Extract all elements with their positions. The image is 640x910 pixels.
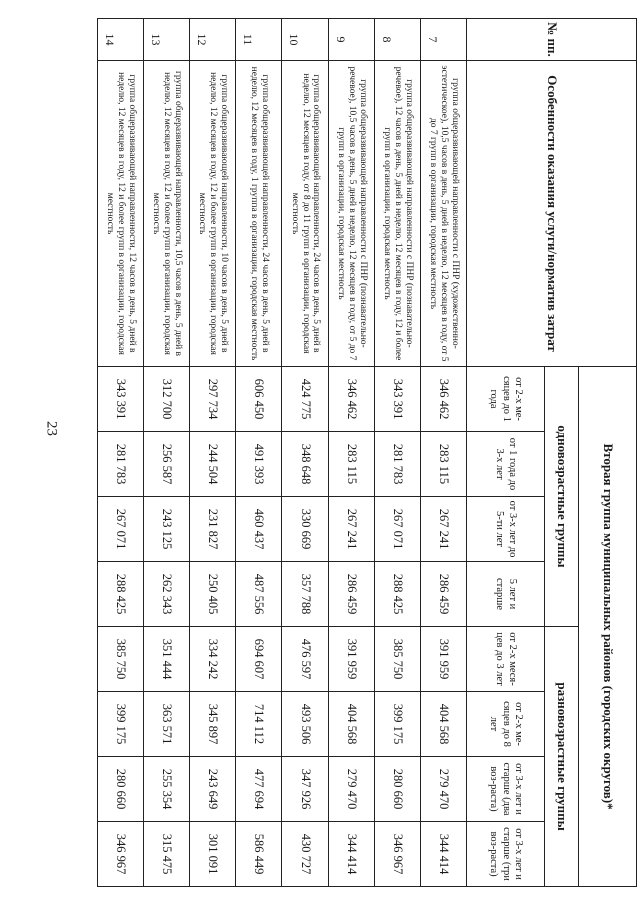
cost-value-cell: 286 459 xyxy=(328,562,374,627)
cost-value-cell: 279 470 xyxy=(420,757,466,822)
cost-value-cell: 283 115 xyxy=(328,432,374,497)
cost-value-cell: 312 700 xyxy=(144,367,190,432)
cost-value-cell: 487 556 xyxy=(236,562,282,627)
table-row xyxy=(282,19,328,887)
cost-value-cell: 281 783 xyxy=(374,432,420,497)
cost-value-cell: 346 967 xyxy=(98,822,144,887)
row-number: 9 xyxy=(328,19,374,61)
cost-value-cell: 244 504 xyxy=(190,432,236,497)
cost-value-cell: 460 437 xyxy=(236,497,282,562)
cost-value-cell: 283 115 xyxy=(420,432,466,497)
cost-value-cell: 267 071 xyxy=(98,497,144,562)
cost-value-cell: 399 175 xyxy=(98,692,144,757)
cost-value-cell: 330 669 xyxy=(282,497,328,562)
row-description: группа общеразвивающей направленности, 10 часов в день, 5 дней в неделю, 12 месяцев в году, 12 и более групп в организации, городская местность xyxy=(190,61,236,367)
row-number: 11 xyxy=(236,19,282,61)
cost-value-cell: 363 571 xyxy=(144,692,190,757)
cost-value-cell: 404 568 xyxy=(420,692,466,757)
cost-value-cell: 288 425 xyxy=(374,562,420,627)
cost-value-cell: 357 788 xyxy=(282,562,328,627)
cost-value-cell: 343 391 xyxy=(98,367,144,432)
cost-value-cell: 279 470 xyxy=(328,757,374,822)
header-age-col: от 1 года до 3-х лет xyxy=(467,432,545,497)
cost-norms-table xyxy=(97,18,637,887)
row-number: 8 xyxy=(374,19,420,61)
cost-value-cell: 399 175 xyxy=(374,692,420,757)
cost-value-cell: 346 967 xyxy=(374,822,420,887)
header-mixed-age: разновозрастные группы xyxy=(545,627,579,887)
row-number: 14 xyxy=(98,19,144,61)
cost-value-cell: 391 959 xyxy=(328,627,374,692)
table-row xyxy=(374,19,420,887)
header-age-col: от 3-х лет и старше (три воз-раста) xyxy=(467,822,545,887)
cost-value-cell: 267 071 xyxy=(374,497,420,562)
header-num: № пп. xyxy=(467,19,637,61)
cost-value-cell: 288 425 xyxy=(98,562,144,627)
cost-value-cell: 347 926 xyxy=(282,757,328,822)
cost-value-cell: 344 414 xyxy=(420,822,466,887)
header-age-col: от 3-х лет и старше (два воз-раста) xyxy=(467,757,545,822)
table-row xyxy=(98,19,144,887)
cost-value-cell: 334 242 xyxy=(190,627,236,692)
cost-value-cell: 231 827 xyxy=(190,497,236,562)
cost-value-cell: 262 343 xyxy=(144,562,190,627)
cost-value-cell: 491 393 xyxy=(236,432,282,497)
header-age-col: 5 лет и старше xyxy=(467,562,545,627)
cost-value-cell: 344 414 xyxy=(328,822,374,887)
row-number: 7 xyxy=(420,19,466,61)
cost-value-cell: 493 506 xyxy=(282,692,328,757)
table-row xyxy=(236,19,282,887)
header-same-age: одновозрастные группы xyxy=(545,367,579,627)
cost-value-cell: 477 694 xyxy=(236,757,282,822)
cost-value-cell: 694 607 xyxy=(236,627,282,692)
table-row xyxy=(420,19,466,887)
row-description: группа общеразвивающей направленности с ПНР (познавательно-речевое), 10,5 часов в день, 5 дней в неделю, 12 месяцев в году, от 5 до 7 групп в организации, городская местность xyxy=(328,61,374,367)
cost-value-cell: 280 660 xyxy=(374,757,420,822)
cost-value-cell: 391 959 xyxy=(420,627,466,692)
cost-value-cell: 385 750 xyxy=(98,627,144,692)
cost-value-cell: 267 241 xyxy=(328,497,374,562)
header-feature: Особенности оказания услуги/норматив затрат xyxy=(467,61,637,367)
cost-value-cell: 267 241 xyxy=(420,497,466,562)
row-description: группа общеразвивающей направленности, 24 часов в день, 5 дней в неделю, 12 месяцев в году, 1 группа в организации, городская местность xyxy=(236,61,282,367)
row-number: 12 xyxy=(190,19,236,61)
cost-value-cell: 351 444 xyxy=(144,627,190,692)
cost-value-cell: 385 750 xyxy=(374,627,420,692)
table-row xyxy=(328,19,374,887)
cost-value-cell: 346 462 xyxy=(420,367,466,432)
header-age-col: от 2-х ме-сяцев до 1 года xyxy=(467,367,545,432)
row-description: группа общеразвивающей направленности с ПНР (познавательно-речевое), 12 часов в день, 5 дней в неделю, 12 месяцев в году, 12 и более групп в организации, городская местность xyxy=(374,61,420,367)
header-age-col: от 2-х меся-цев до 3 лет xyxy=(467,627,545,692)
cost-value-cell: 315 475 xyxy=(144,822,190,887)
page-number: 23 xyxy=(43,421,60,436)
cost-value-cell: 243 649 xyxy=(190,757,236,822)
cost-value-cell: 280 660 xyxy=(98,757,144,822)
cost-value-cell: 424 775 xyxy=(282,367,328,432)
cost-value-cell: 404 568 xyxy=(328,692,374,757)
table-row xyxy=(144,19,190,887)
cost-value-cell: 606 450 xyxy=(236,367,282,432)
header-group-title: Вторая группа муниципальных районов (городских округов)* xyxy=(579,367,637,887)
table-row xyxy=(190,19,236,887)
row-number: 13 xyxy=(144,19,190,61)
row-description: группа общеразвивающей направленности, 24 часов в день, 5 дней в неделю, 12 месяцев в году, от 8 до 11 групп в организации, городская местность xyxy=(282,61,328,367)
cost-value-cell: 476 597 xyxy=(282,627,328,692)
row-description: группа общеразвивающей направленности, 12 часов в день, 5 дней в неделю, 12 месяцев в году, 12 и более групп в организации, городская местность xyxy=(98,61,144,367)
cost-value-cell: 586 449 xyxy=(236,822,282,887)
cost-value-cell: 430 727 xyxy=(282,822,328,887)
cost-value-cell: 256 587 xyxy=(144,432,190,497)
header-age-col: от 3-х лет до 5-ти лет xyxy=(467,497,545,562)
cost-value-cell: 281 783 xyxy=(98,432,144,497)
rotated-table-container xyxy=(97,18,637,886)
row-description: группа общеразвивающей направленности, 10,5 часов в день, 5 дней в неделю, 12 месяцев в году, 12 и более групп в организации, городская местность xyxy=(144,61,190,367)
cost-value-cell: 345 897 xyxy=(190,692,236,757)
cost-value-cell: 301 091 xyxy=(190,822,236,887)
cost-value-cell: 346 462 xyxy=(328,367,374,432)
cost-value-cell: 243 125 xyxy=(144,497,190,562)
cost-value-cell: 250 405 xyxy=(190,562,236,627)
cost-value-cell: 286 459 xyxy=(420,562,466,627)
cost-value-cell: 255 354 xyxy=(144,757,190,822)
cost-value-cell: 297 734 xyxy=(190,367,236,432)
cost-value-cell: 343 391 xyxy=(374,367,420,432)
row-description: группа общеразвивающей направленности с ПНР (художественно-эстетическое), 10,5 часов в день, 5 дней в неделю, 12 месяцев в году, от 5 до 7 групп в организации, городская местность xyxy=(420,61,466,367)
cost-value-cell: 348 648 xyxy=(282,432,328,497)
header-age-col: от 2-х ме-сяцев до 8 лет xyxy=(467,692,545,757)
row-number: 10 xyxy=(282,19,328,61)
cost-value-cell: 714 112 xyxy=(236,692,282,757)
